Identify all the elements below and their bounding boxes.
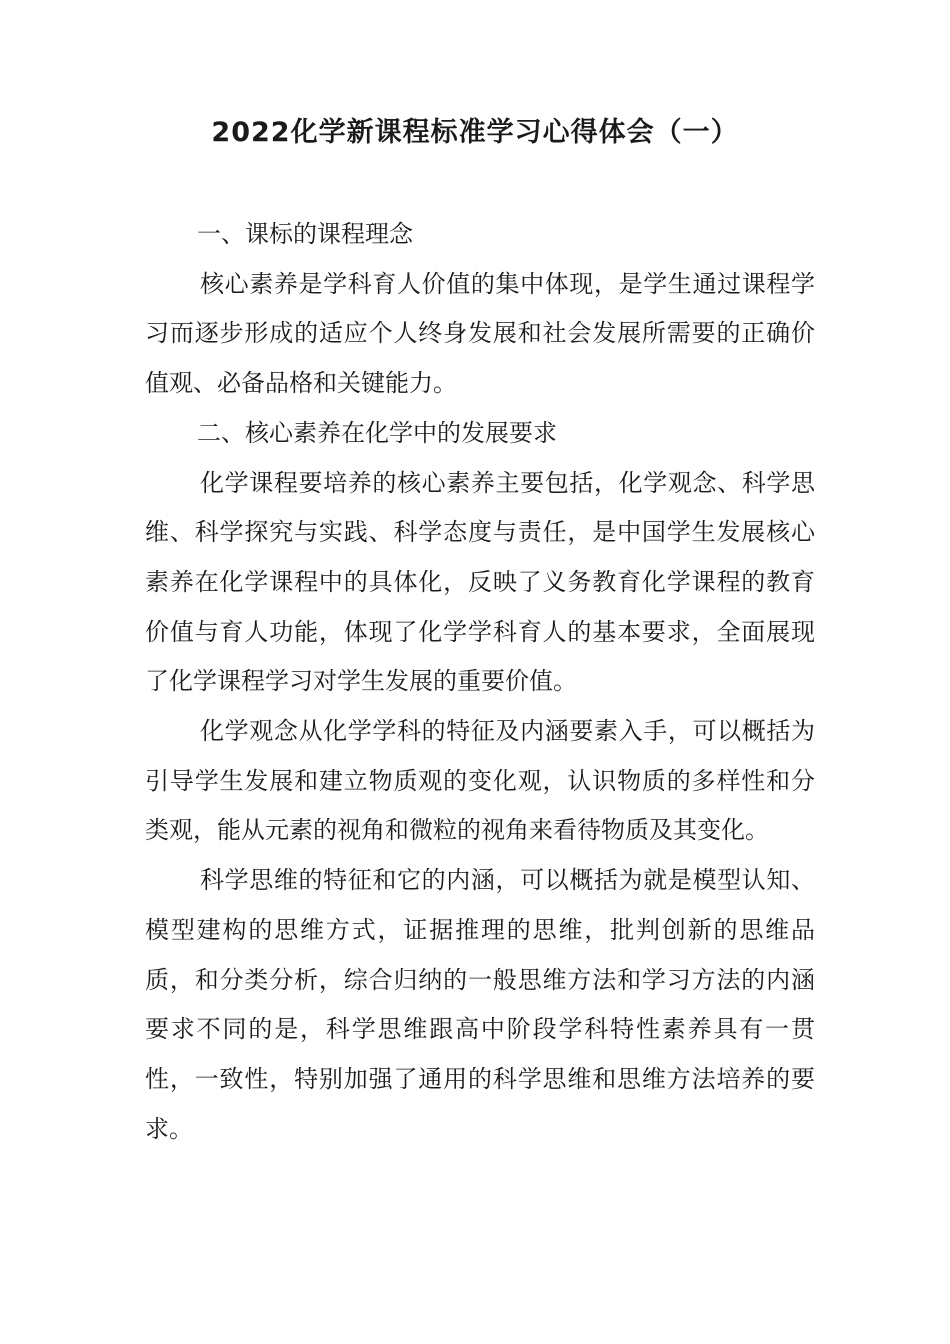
document-body (145, 210, 815, 1154)
section-2-paragraph-3: 科学思维的特征和它的内涵，可以概括为就是模型认知、模型建构的思维方式，证据推理的思维，批判创新的思维品质，和分类分析，综合归纳的一般思维方法和学习方法的内涵要求不同的是，科学思维跟高中阶段学科特性素养具有一贯性，一致性，特别加强了通用的科学思维和思维方法培养的要求。 (145, 866, 815, 1143)
section-1-paragraph-1: 核心素养是学科育人价值的集中体现，是学生通过课程学习而逐步形成的适应个人终身发展和社会发展所需要的正确价值观、必备品格和关键能力。 (145, 269, 815, 398)
section-heading-2: 二、核心素养在化学中的发展要求 (197, 418, 557, 447)
section-heading-1: 一、课标的课程理念 (197, 220, 413, 248)
section-2-paragraph-1: 化学课程要培养的核心素养主要包括，化学观念、科学思维、科学探究与实践、科学态度与责任，是中国学生发展核心素养在化学课程中的具体化，反映了义务教育化学课程的教育价值与育人功能，体现了化学学科育人的基本要求，全面展现了化学课程学习对学生发展的重要价值。 (145, 468, 815, 696)
section-2-paragraph-2: 化学观念从化学学科的特征及内涵要素入手，可以概括为引导学生发展和建立物质观的变化观，认识物质的多样性和分类观，能从元素的视角和微粒的视角来看待物质及其变化。 (145, 717, 815, 845)
document-title: 2022化学新课程标准学习心得体会（一） (211, 117, 739, 148)
